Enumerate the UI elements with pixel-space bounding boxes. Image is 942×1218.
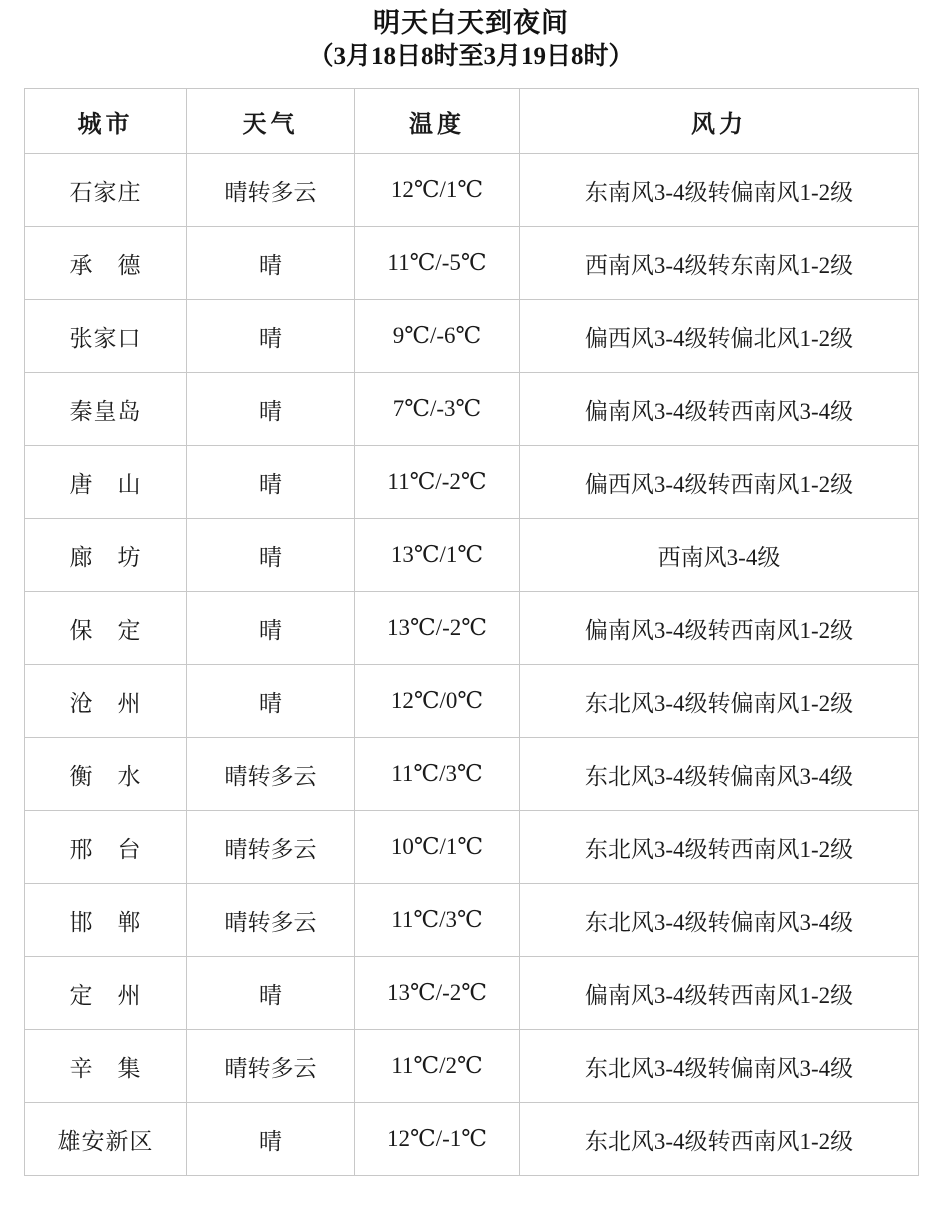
cell-temperature: 9℃/-6℃ bbox=[355, 300, 520, 373]
cell-temperature: 7℃/-3℃ bbox=[355, 373, 520, 446]
cell-wind: 东北风3-4级转偏南风3-4级 bbox=[520, 884, 919, 957]
column-header-temperature: 温度 bbox=[355, 89, 520, 154]
cell-weather: 晴 bbox=[187, 227, 355, 300]
table-row bbox=[25, 446, 919, 519]
cell-weather: 晴转多云 bbox=[187, 1030, 355, 1103]
cell-city: 秦皇岛 bbox=[25, 373, 187, 446]
cell-weather: 晴 bbox=[187, 592, 355, 665]
cell-temperature: 11℃/3℃ bbox=[355, 884, 520, 957]
cell-wind: 东北风3-4级转西南风1-2级 bbox=[520, 1103, 919, 1176]
cell-city: 雄安新区 bbox=[25, 1103, 187, 1176]
cell-temperature: 12℃/0℃ bbox=[355, 665, 520, 738]
cell-wind: 西南风3-4级 bbox=[520, 519, 919, 592]
table-row bbox=[25, 957, 919, 1030]
table-row bbox=[25, 811, 919, 884]
cell-temperature: 13℃/-2℃ bbox=[355, 957, 520, 1030]
table-header-row bbox=[25, 89, 919, 154]
cell-temperature: 13℃/-2℃ bbox=[355, 592, 520, 665]
cell-temperature: 11℃/3℃ bbox=[355, 738, 520, 811]
forecast-table-container bbox=[24, 88, 918, 1176]
table-row bbox=[25, 884, 919, 957]
cell-wind: 偏西风3-4级转西南风1-2级 bbox=[520, 446, 919, 519]
cell-wind: 偏南风3-4级转西南风1-2级 bbox=[520, 592, 919, 665]
cell-city: 邢 台 bbox=[25, 811, 187, 884]
forecast-table bbox=[24, 88, 919, 1176]
page-title: 明天白天到夜间 bbox=[373, 8, 569, 38]
cell-city: 廊 坊 bbox=[25, 519, 187, 592]
table-row bbox=[25, 738, 919, 811]
cell-city: 沧 州 bbox=[25, 665, 187, 738]
cell-city: 唐 山 bbox=[25, 446, 187, 519]
cell-temperature: 10℃/1℃ bbox=[355, 811, 520, 884]
cell-weather: 晴 bbox=[187, 665, 355, 738]
table-row bbox=[25, 300, 919, 373]
table-row bbox=[25, 519, 919, 592]
cell-wind: 偏南风3-4级转西南风3-4级 bbox=[520, 373, 919, 446]
cell-temperature: 11℃/-5℃ bbox=[355, 227, 520, 300]
cell-weather: 晴转多云 bbox=[187, 154, 355, 227]
table-row bbox=[25, 154, 919, 227]
cell-city: 张家口 bbox=[25, 300, 187, 373]
cell-temperature: 11℃/-2℃ bbox=[355, 446, 520, 519]
column-header-wind: 风力 bbox=[520, 89, 919, 154]
cell-weather: 晴 bbox=[187, 373, 355, 446]
table-body bbox=[25, 154, 919, 1176]
cell-wind: 偏南风3-4级转西南风1-2级 bbox=[520, 957, 919, 1030]
title-block bbox=[0, 0, 942, 74]
cell-temperature: 13℃/1℃ bbox=[355, 519, 520, 592]
cell-wind: 东北风3-4级转偏南风1-2级 bbox=[520, 665, 919, 738]
table-row bbox=[25, 665, 919, 738]
cell-city: 承 德 bbox=[25, 227, 187, 300]
cell-weather: 晴 bbox=[187, 300, 355, 373]
cell-wind: 东北风3-4级转西南风1-2级 bbox=[520, 811, 919, 884]
cell-wind: 偏西风3-4级转偏北风1-2级 bbox=[520, 300, 919, 373]
cell-city: 石家庄 bbox=[25, 154, 187, 227]
cell-wind: 东北风3-4级转偏南风3-4级 bbox=[520, 738, 919, 811]
cell-weather: 晴 bbox=[187, 957, 355, 1030]
column-header-city: 城市 bbox=[25, 89, 187, 154]
cell-weather: 晴转多云 bbox=[187, 884, 355, 957]
cell-weather: 晴 bbox=[187, 519, 355, 592]
cell-city: 定 州 bbox=[25, 957, 187, 1030]
table-row bbox=[25, 1103, 919, 1176]
cell-wind: 东南风3-4级转偏南风1-2级 bbox=[520, 154, 919, 227]
cell-weather: 晴转多云 bbox=[187, 738, 355, 811]
cell-city: 衡 水 bbox=[25, 738, 187, 811]
cell-weather: 晴转多云 bbox=[187, 811, 355, 884]
cell-wind: 西南风3-4级转东南风1-2级 bbox=[520, 227, 919, 300]
table-header bbox=[25, 89, 919, 154]
cell-wind: 东北风3-4级转偏南风3-4级 bbox=[520, 1030, 919, 1103]
cell-weather: 晴 bbox=[187, 1103, 355, 1176]
page-subtitle: （3月18日8时至3月19日8时） bbox=[308, 43, 634, 70]
table-row bbox=[25, 373, 919, 446]
cell-weather: 晴 bbox=[187, 446, 355, 519]
cell-city: 保 定 bbox=[25, 592, 187, 665]
column-header-weather: 天气 bbox=[187, 89, 355, 154]
cell-temperature: 12℃/1℃ bbox=[355, 154, 520, 227]
table-row bbox=[25, 592, 919, 665]
cell-city: 辛 集 bbox=[25, 1030, 187, 1103]
table-row bbox=[25, 1030, 919, 1103]
table-row bbox=[25, 227, 919, 300]
cell-temperature: 12℃/-1℃ bbox=[355, 1103, 520, 1176]
cell-temperature: 11℃/2℃ bbox=[355, 1030, 520, 1103]
cell-city: 邯 郸 bbox=[25, 884, 187, 957]
